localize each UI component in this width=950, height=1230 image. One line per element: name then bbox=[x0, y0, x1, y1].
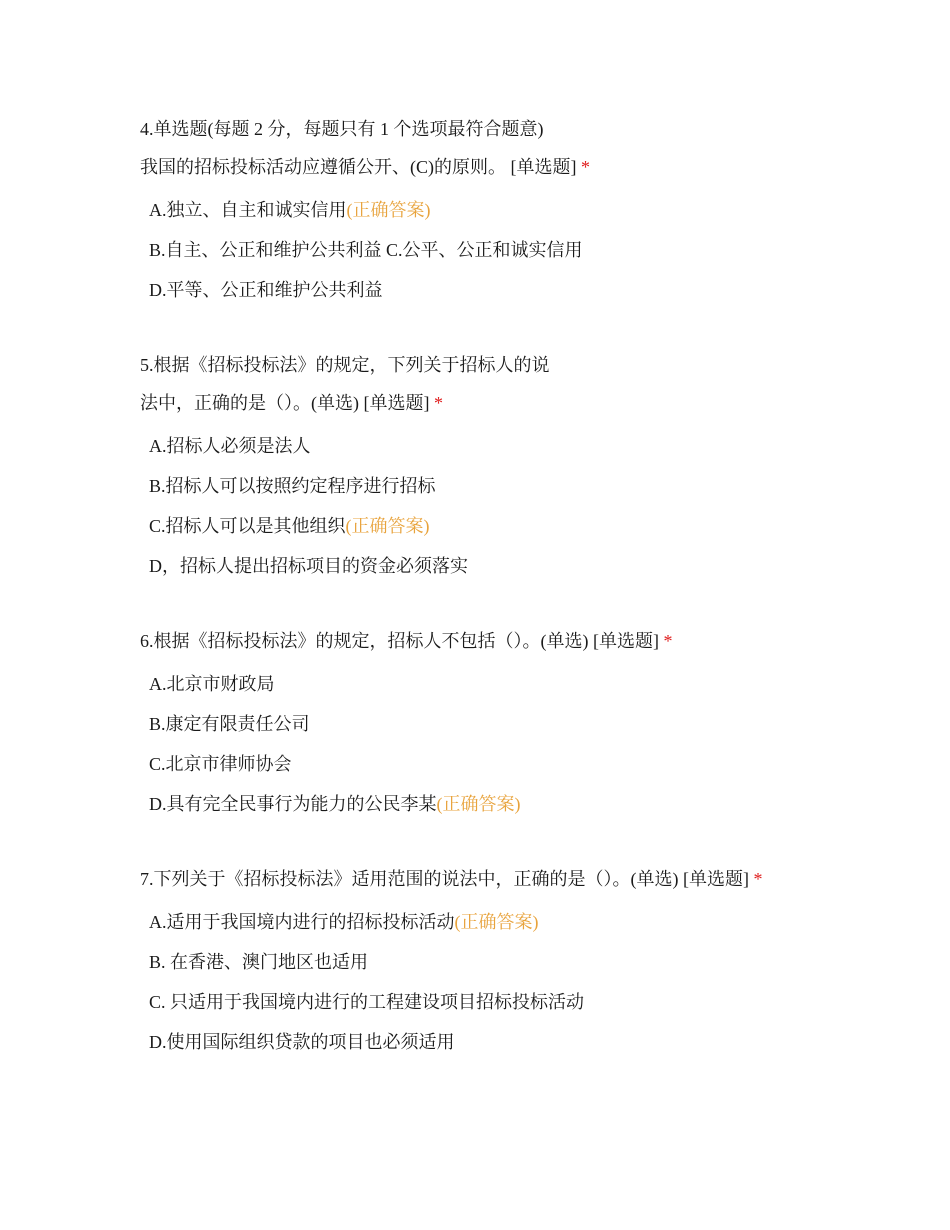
question-stem-line-1: 5.根据《招标投标法》的规定，下列关于招标人的说 bbox=[140, 355, 550, 375]
question-7 bbox=[140, 860, 900, 1062]
option-text: D.具有完全民事行为能力的公民李某 bbox=[149, 794, 437, 814]
required-mark: * bbox=[433, 393, 443, 413]
option-text: A.独立、自主和诚实信用 bbox=[149, 200, 347, 220]
option-a bbox=[149, 190, 900, 230]
question-stem bbox=[140, 860, 900, 898]
option-text: C.招标人可以是其他组织 bbox=[149, 516, 346, 536]
option-d bbox=[149, 784, 900, 824]
correct-answer-mark: (正确答案) bbox=[454, 912, 539, 932]
correct-answer-mark: (正确答案) bbox=[436, 794, 521, 814]
question-stem-line-2 bbox=[140, 384, 900, 422]
option-text: D.使用国际组织贷款的项目也必须适用 bbox=[149, 1032, 455, 1052]
question-5 bbox=[140, 346, 900, 586]
question-stem-text: 法中，正确的是（）。(单选) [单选题] bbox=[140, 393, 434, 413]
option-list bbox=[140, 426, 900, 586]
question-4 bbox=[140, 110, 900, 310]
required-mark: * bbox=[663, 631, 673, 651]
option-a bbox=[149, 664, 900, 704]
correct-answer-mark: (正确答案) bbox=[345, 516, 430, 536]
option-b bbox=[149, 466, 900, 506]
required-mark: * bbox=[753, 869, 763, 889]
question-stem-text: 6.根据《招标投标法》的规定，招标人不包括（）。(单选) [单选题] bbox=[140, 631, 664, 651]
required-mark: * bbox=[580, 157, 590, 177]
question-stem-text: 7.下列关于《招标投标法》适用范围的说法中，正确的是（）。(单选) [单选题] bbox=[140, 869, 754, 889]
option-c bbox=[149, 744, 900, 784]
option-text: D，招标人提出招标项目的资金必须落实 bbox=[149, 556, 468, 576]
option-text: B.康定有限责任公司 bbox=[149, 714, 310, 734]
option-text: A.北京市财政局 bbox=[149, 674, 275, 694]
option-text: B. 在香港、澳门地区也适用 bbox=[149, 952, 369, 972]
option-text: C. 只适用于我国境内进行的工程建设项目招标投标活动 bbox=[149, 992, 585, 1012]
question-6 bbox=[140, 622, 900, 824]
option-text: D.平等、公正和维护公共利益 bbox=[149, 280, 383, 300]
option-c bbox=[149, 506, 900, 546]
question-stem bbox=[140, 148, 900, 186]
question-stem-text: 我国的招标投标活动应遵循公开、(C)的原则。 [单选题] bbox=[140, 157, 581, 177]
option-text: B.招标人可以按照约定程序进行招标 bbox=[149, 476, 436, 496]
option-text: B.自主、公正和维护公共利益 C.公平、公正和诚实信用 bbox=[149, 240, 583, 260]
correct-answer-mark: (正确答案) bbox=[346, 200, 431, 220]
option-d bbox=[149, 1022, 900, 1062]
option-b bbox=[149, 230, 900, 270]
option-list bbox=[140, 902, 900, 1062]
option-list bbox=[140, 190, 900, 310]
option-a bbox=[149, 902, 900, 942]
question-heading: 4.单选题(每题 2 分，每题只有 1 个选项最符合题意) bbox=[140, 119, 544, 139]
option-text: A.招标人必须是法人 bbox=[149, 436, 311, 456]
option-b bbox=[149, 942, 900, 982]
option-b bbox=[149, 704, 900, 744]
option-d bbox=[149, 546, 900, 586]
question-stem bbox=[140, 622, 900, 660]
option-d bbox=[149, 270, 900, 310]
option-text: A.适用于我国境内进行的招标投标活动 bbox=[149, 912, 455, 932]
document-page bbox=[140, 110, 900, 1098]
option-a bbox=[149, 426, 900, 466]
option-list bbox=[140, 664, 900, 824]
option-text: C.北京市律师协会 bbox=[149, 754, 292, 774]
option-c bbox=[149, 982, 900, 1022]
